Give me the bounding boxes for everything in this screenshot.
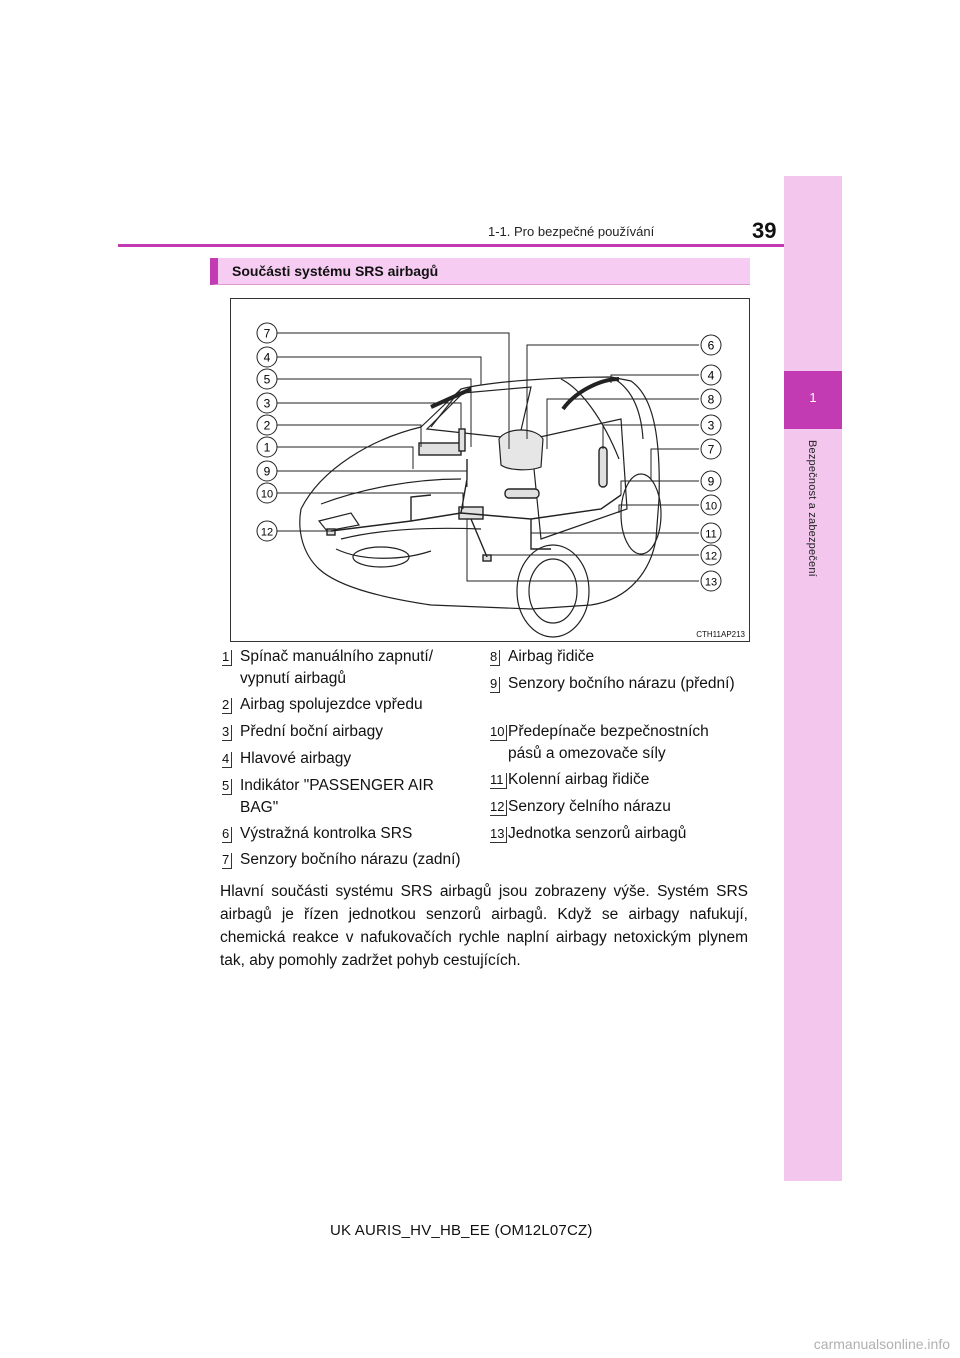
leader-lines — [277, 333, 699, 581]
callout-right-9-text: 12 — [704, 550, 718, 563]
legend-number: 2 — [222, 698, 232, 714]
right-callouts — [701, 335, 721, 591]
legend-text: Přední boční airbagy — [240, 723, 384, 740]
legend-text: Senzory bočního nárazu (zadní) — [240, 851, 461, 868]
legend-item — [222, 721, 384, 741]
legend-number: 1 — [222, 650, 232, 666]
callout-right-7-text: 10 — [704, 500, 718, 513]
legend-number: 10 — [490, 725, 507, 741]
legend-item — [222, 775, 434, 816]
footer-model-code: UK AURIS_HV_HB_EE (OM12L07CZ) — [330, 1222, 593, 1239]
callout-right-7 — [701, 495, 721, 515]
chapter-number: 1 — [809, 390, 817, 405]
legend-number: 8 — [490, 650, 500, 666]
callout-right-10 — [701, 571, 721, 591]
callout-left-2-text: 4 — [263, 350, 271, 365]
legend-number: 3 — [222, 725, 232, 741]
legend-item — [222, 748, 352, 768]
legend-item — [490, 823, 687, 843]
chapter-label-wrap — [806, 440, 822, 640]
chapter-side-tab — [784, 176, 842, 1181]
callout-left-9 — [257, 521, 277, 541]
legend-text: Výstražná kontrolka SRS — [240, 825, 413, 842]
callout-left-6 — [257, 437, 277, 457]
chapter-label: Bezpečnost a zabezpečení — [806, 440, 818, 577]
callout-right-10-text: 13 — [704, 576, 718, 589]
legend-item — [490, 796, 671, 816]
legend-number: 13 — [490, 827, 507, 843]
callout-left-4 — [257, 393, 277, 413]
legend-text: Jednotka senzorů airbagů — [508, 825, 687, 842]
legend-text: Hlavové airbagy — [240, 750, 352, 767]
figure-code: CTH11AP213 — [696, 630, 745, 639]
legend-item — [222, 823, 413, 843]
callout-left-3 — [257, 369, 277, 389]
callout-right-4-text: 3 — [707, 418, 715, 433]
callout-left-5 — [257, 415, 277, 435]
callout-right-5-text: 7 — [707, 442, 715, 457]
legend-text: Senzory bočního nárazu (přední) — [508, 675, 735, 692]
legend-number: 6 — [222, 827, 232, 843]
legend-text: Airbag spolujezdce vpředu — [240, 696, 423, 713]
callout-right-2 — [701, 365, 721, 385]
legend-item — [222, 849, 461, 869]
callout-left-2 — [257, 347, 277, 367]
callout-left-5-text: 2 — [263, 418, 271, 433]
callout-right-8-text: 11 — [705, 528, 717, 541]
callout-right-3 — [701, 389, 721, 409]
legend-text: Indikátor "PASSENGER AIR BAG" — [240, 777, 434, 816]
legend-item — [222, 694, 423, 714]
legend-text: Senzory čelního nárazu — [508, 798, 671, 815]
callout-left-4-text: 3 — [263, 396, 271, 411]
legend-number: 5 — [222, 779, 232, 795]
body-paragraph: Hlavní součásti systému SRS airbagů jsou zobrazeny výše. Systém SRS airbagů je řízen jednotkou senzorů airbagů. Když se airbagy nafukují, chemická reakce v nafukovačích rychle naplní airbagy netoxickým plynem tak, aby pomohly zadržet pohyb cestujících. — [220, 883, 748, 969]
legend-number: 11 — [490, 773, 507, 789]
callout-right-3-text: 8 — [707, 392, 715, 407]
callout-left-7 — [257, 461, 277, 481]
legend-number: 7 — [222, 853, 232, 869]
airbag-diagram — [230, 298, 750, 642]
callout-left-3-text: 5 — [263, 372, 271, 387]
callout-right-1 — [701, 335, 721, 355]
legend-item — [490, 769, 650, 789]
callout-right-5 — [701, 439, 721, 459]
section-heading — [210, 258, 750, 285]
legend-text: Kolenní airbag řidiče — [508, 771, 650, 788]
legend-number: 4 — [222, 752, 232, 768]
callout-right-6-text: 9 — [707, 474, 715, 489]
callout-right-6 — [701, 471, 721, 491]
legend-item — [490, 721, 709, 762]
legend-item — [222, 646, 434, 687]
left-callouts — [257, 323, 277, 541]
legend-text: Airbag řidiče — [508, 648, 595, 665]
callout-left-8 — [257, 483, 277, 503]
callout-left-9-text: 12 — [260, 526, 274, 539]
callout-right-9 — [701, 545, 721, 565]
section-title: Součásti systému SRS airbagů — [232, 263, 439, 279]
callout-left-1-text: 7 — [263, 326, 271, 341]
callout-right-4 — [701, 415, 721, 435]
car-illustration — [231, 299, 751, 643]
callout-right-2-text: 4 — [707, 368, 715, 383]
callout-left-6-text: 1 — [263, 440, 271, 455]
legend-number: 12 — [490, 800, 507, 816]
legend-text: Spínač manuálního zapnutí/ vypnutí airbagů — [240, 648, 434, 687]
legend-item — [490, 646, 595, 666]
legend-number: 9 — [490, 677, 500, 693]
legend-item — [490, 673, 735, 693]
callout-left-7-text: 9 — [263, 464, 271, 479]
header-title: 1-1. Pro bezpečné používání — [488, 224, 655, 239]
callout-right-1-text: 6 — [707, 338, 715, 353]
callout-left-8-text: 10 — [260, 488, 274, 501]
callout-left-1 — [257, 323, 277, 343]
page-number: 39 — [752, 218, 777, 243]
header-rule — [118, 244, 784, 247]
legend-text: Předepínače bezpečnostních pásů a omezovače síly — [508, 723, 709, 762]
callout-right-8 — [701, 523, 721, 543]
watermark[interactable]: carmanualsonline.info — [813, 1336, 950, 1352]
